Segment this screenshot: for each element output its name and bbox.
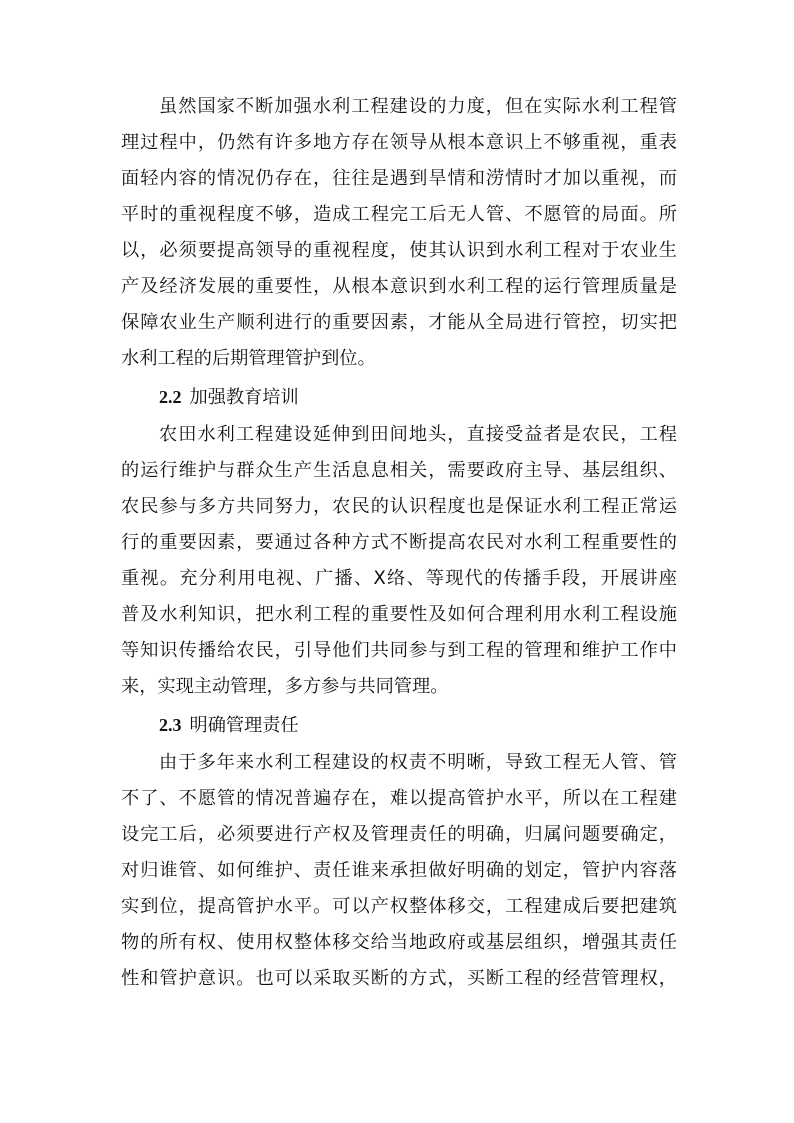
section-heading-2-3: [159, 708, 299, 742]
text-line: 性和管护意识。也可以采取买断的方式，买断工程的经营管理权，: [121, 968, 677, 989]
text-line: 普及水利知识，把水利工程的重要性及如何合理利用水利工程设施: [121, 604, 677, 625]
text-line: 农民参与多方共同努力，农民的认识程度也是保证水利工程正常运: [121, 496, 677, 517]
text-line: 实到位，提高管护水平。可以产权整体移交，工程建成后要把建筑: [121, 896, 677, 917]
text-line: 由于多年来水利工程建设的权责不明晰，导致工程无人管、管: [159, 752, 677, 773]
text-line: 虽然国家不断加强水利工程建设的力度，但在实际水利工程管: [159, 96, 677, 117]
text-line: 不了、不愿管的情况普遍存在，难以提高管护水平，所以在工程建: [121, 788, 677, 809]
text-line: 对归谁管、如何维护、责任谁来承担做好明确的划定，管护内容落: [121, 860, 677, 881]
text-line: 设完工后，必须要进行产权及管理责任的明确，归属问题要确定，: [121, 824, 677, 845]
section-number: 2.3: [159, 715, 182, 735]
section-title: 明确管理责任: [189, 715, 299, 736]
text-line: 重视。充分利用电视、广播、X络、等现代的传播手段，开展讲座: [121, 568, 677, 589]
text-line: 以，必须要提高领导的重视程度，使其认识到水利工程对于农业生: [121, 240, 677, 261]
text-line: 理过程中，仍然有许多地方存在领导从根本意识上不够重视，重表: [121, 132, 677, 153]
text-line: 水利工程的后期管理管护到位。: [121, 348, 376, 369]
section-heading-2-2: [159, 380, 299, 414]
text-line: 等知识传播给农民，引导他们共同参与到工程的管理和维护工作中: [121, 640, 677, 661]
text-line: 来，实现主动管理，多方参与共同管理。: [121, 676, 449, 697]
text-line: 面轻内容的情况仍存在，往往是遇到旱情和涝情时才加以重视，而: [121, 168, 677, 189]
section-title: 加强教育培训: [189, 387, 299, 408]
text-line: 物的所有权、使用权整体移交给当地政府或基层组织，增强其责任: [121, 932, 677, 953]
text-line: 保障农业生产顺利进行的重要因素，才能从全局进行管控，切实把: [121, 312, 677, 333]
text-line: 农田水利工程建设延伸到田间地头，直接受益者是农民，工程: [159, 424, 677, 445]
text-line: 产及经济发展的重要性，从根本意识到水利工程的运行管理质量是: [121, 276, 677, 297]
text-line: 行的重要因素，要通过各种方式不断提高农民对水利工程重要性的: [121, 532, 677, 553]
text-line: 的运行维护与群众生产生活息息相关，需要政府主导、基层组织、: [121, 460, 677, 481]
section-number: 2.2: [159, 387, 182, 407]
text-line: 平时的重视程度不够，造成工程完工后无人管、不愿管的局面。所: [121, 204, 677, 225]
